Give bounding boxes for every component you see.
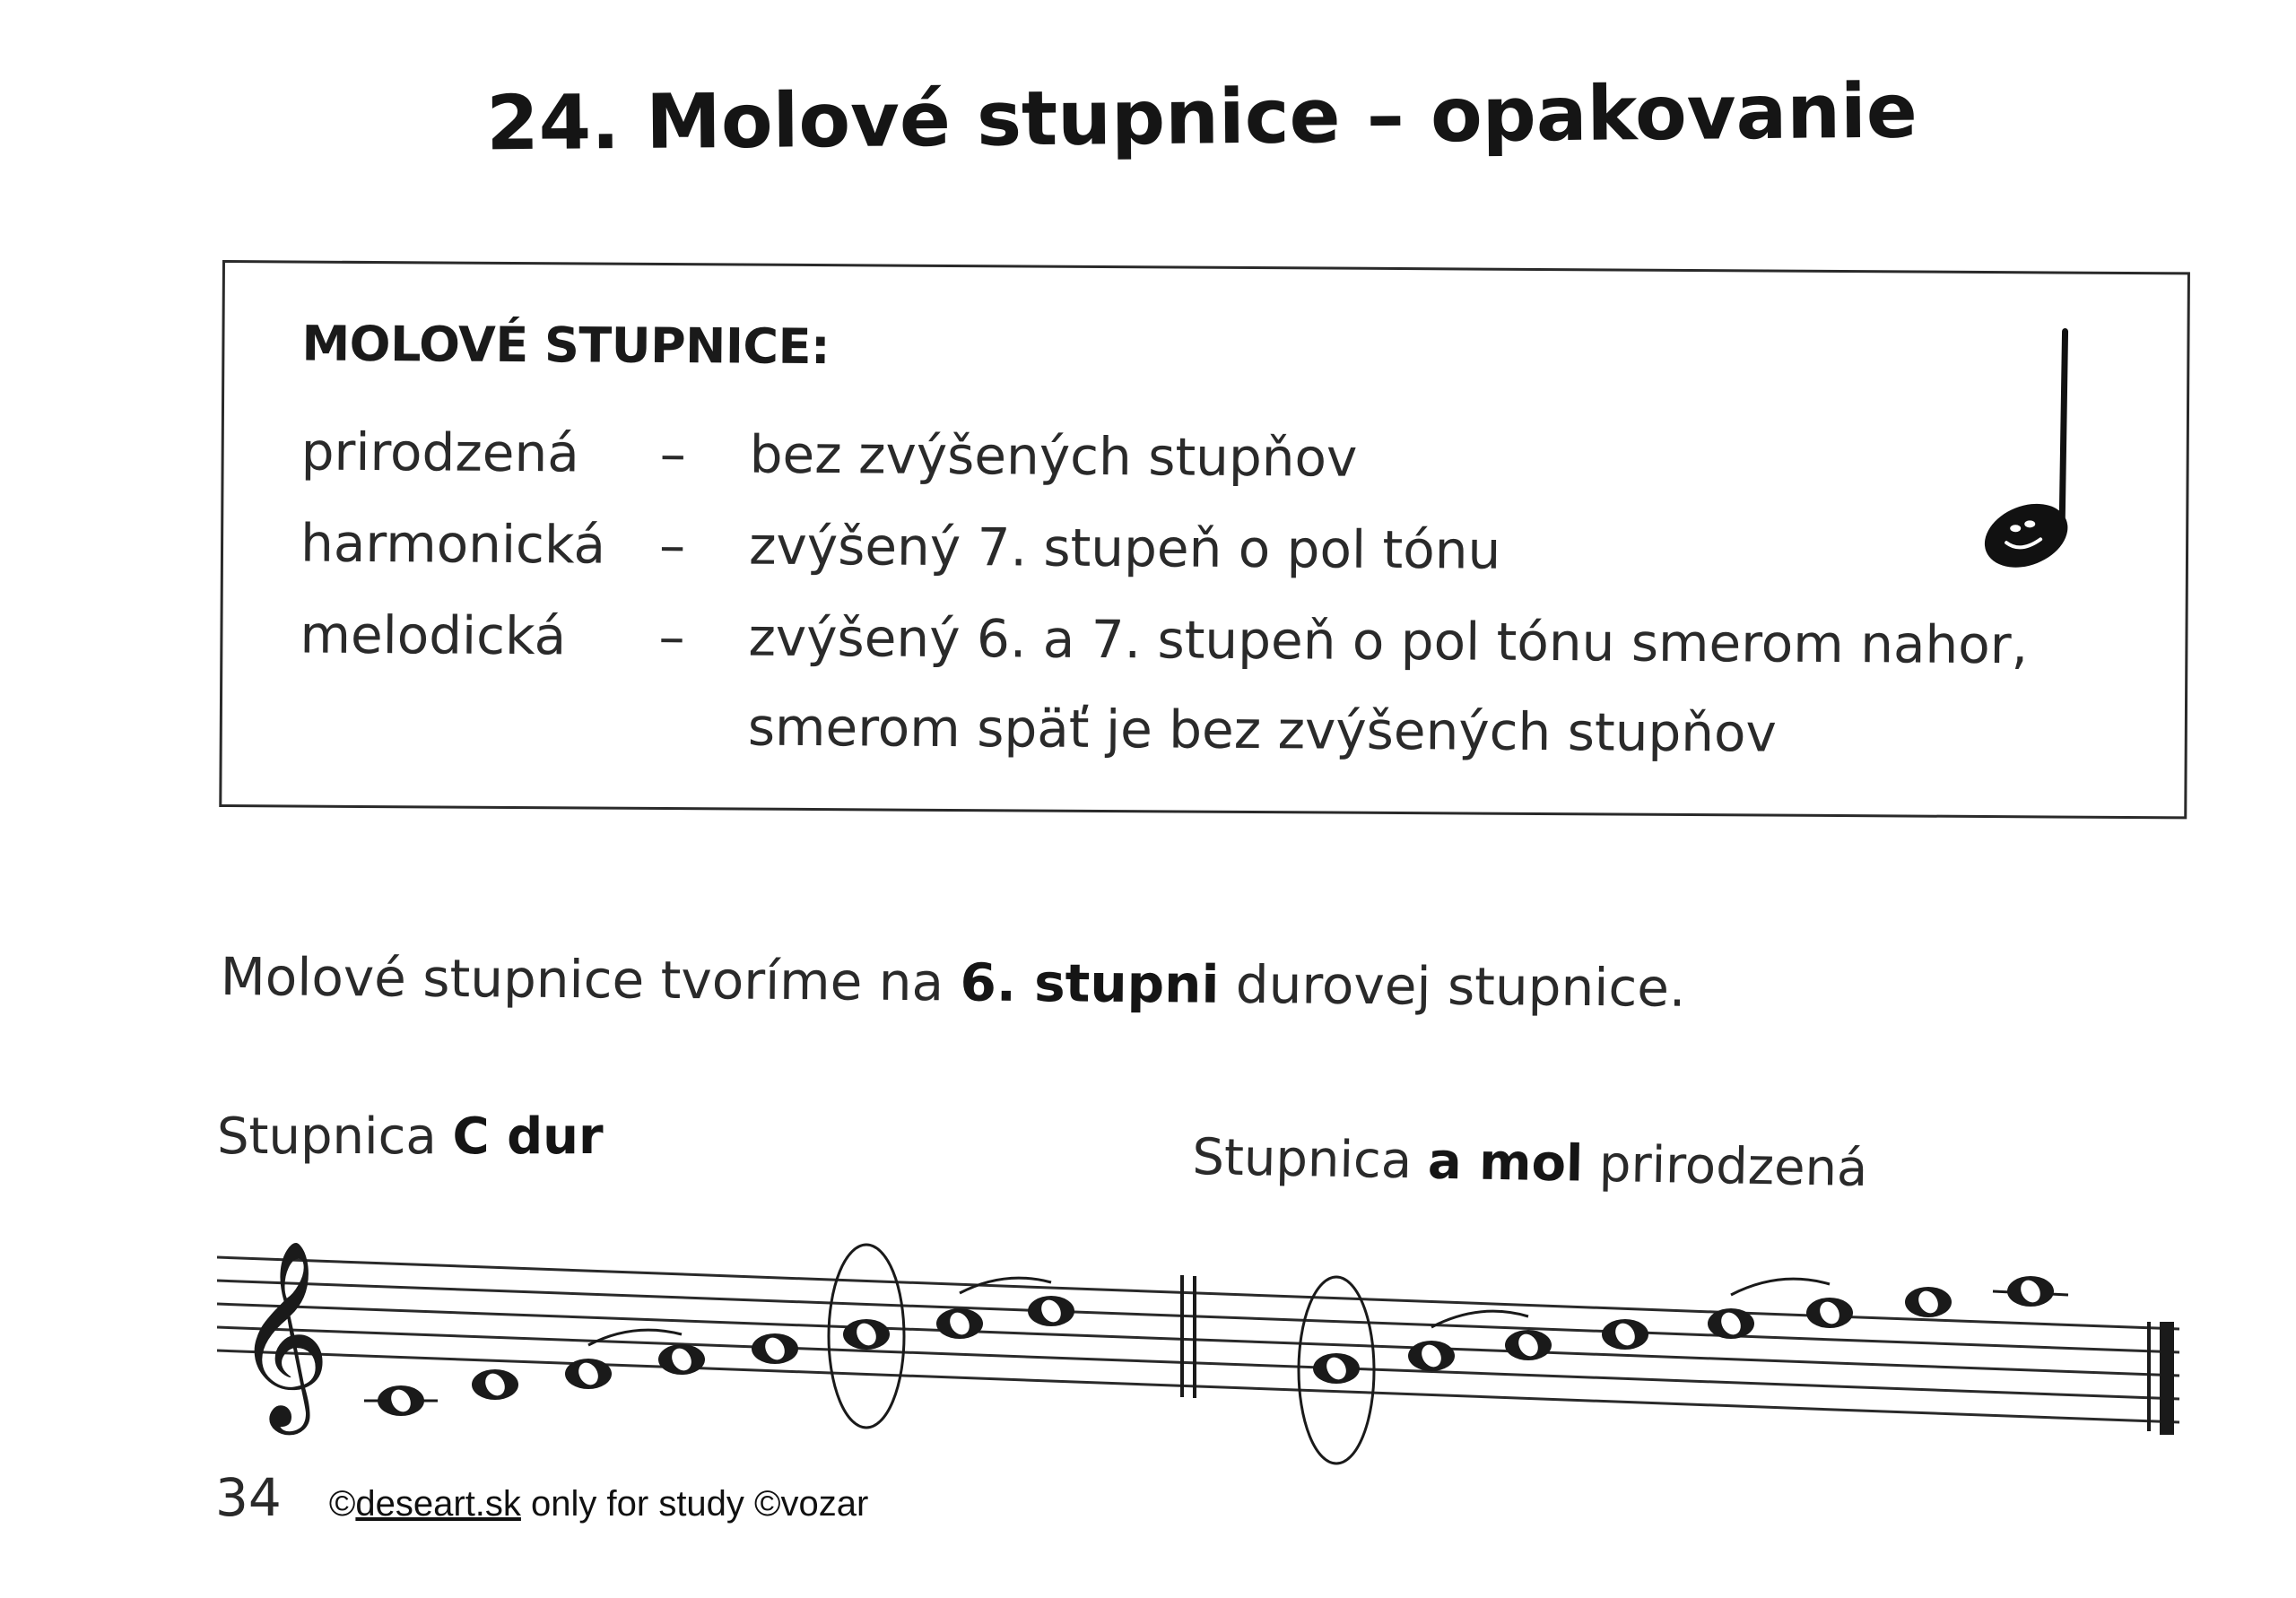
note-c [378,1385,424,1416]
definition-row-natural [300,421,1357,489]
music-staff [0,1202,2296,1489]
definition-row-harmonic [300,513,1501,581]
definition-description: zvýšený 7. stupeň o pol tónu [748,515,1501,581]
note-e [565,1359,612,1389]
scale-label-a-minor: Stupnica a mol prirodzená [1191,1128,1868,1199]
box-heading: MOLOVÉ STUPNICE: [301,315,831,376]
intro-bold: 6. stupni [960,951,1220,1015]
intro-before: Molové stupnice tvoríme na [220,946,961,1013]
intro-after: durovej stupnice. [1219,953,1686,1019]
note-d [1602,1319,1648,1350]
staff-line [217,1304,2179,1376]
note-e [1708,1308,1754,1339]
treble-clef-icon: 𝄞 [235,1239,331,1427]
note-c [1505,1330,1552,1360]
music-note-character-icon [1974,327,2101,579]
staff-line [217,1257,2179,1329]
note-f [658,1344,705,1375]
half-step-slur [1731,1279,1830,1295]
note-g [752,1333,798,1364]
intro-sentence [220,946,1685,1019]
definition-term: melodická [300,604,567,667]
page-title [0,64,2296,171]
definition-term: prirodzená [300,421,579,484]
note-a [843,1319,890,1350]
staff-line [217,1281,2179,1352]
copyright-notice: ©deseart.sk only for study ©vozar [328,1484,869,1524]
definition-dash: – [659,422,686,485]
copyright-link[interactable]: deseart.sk [355,1484,521,1524]
title-text: Molové stupnice – opakovanie [645,66,1918,166]
definition-description: zvýšený 6. a 7. stupeň o pol tónu smerom nahor, [748,606,2029,676]
note-g [1905,1287,1952,1317]
definition-row-melodic [300,604,2028,676]
note-h [1408,1341,1455,1371]
note-h [936,1308,983,1339]
note-a-high [2007,1276,2054,1307]
footer [215,1467,868,1528]
note-c-high [1028,1296,1074,1326]
definition-dash: – [658,514,686,577]
definition-dash: – [658,605,685,668]
definition-box [219,260,2190,819]
title-number: 24. [485,78,621,168]
note-a [1313,1353,1360,1384]
definition-description: bez zvýšených stupňov [749,423,1358,489]
definition-continuation: smerom späť je bez zvýšených stupňov [747,696,1778,764]
definition-term: harmonická [300,512,606,576]
scale-label-c-major: Stupnica C dur [217,1107,604,1166]
page-number: 34 [215,1467,282,1528]
note-d [472,1369,518,1400]
note-f [1806,1298,1853,1328]
